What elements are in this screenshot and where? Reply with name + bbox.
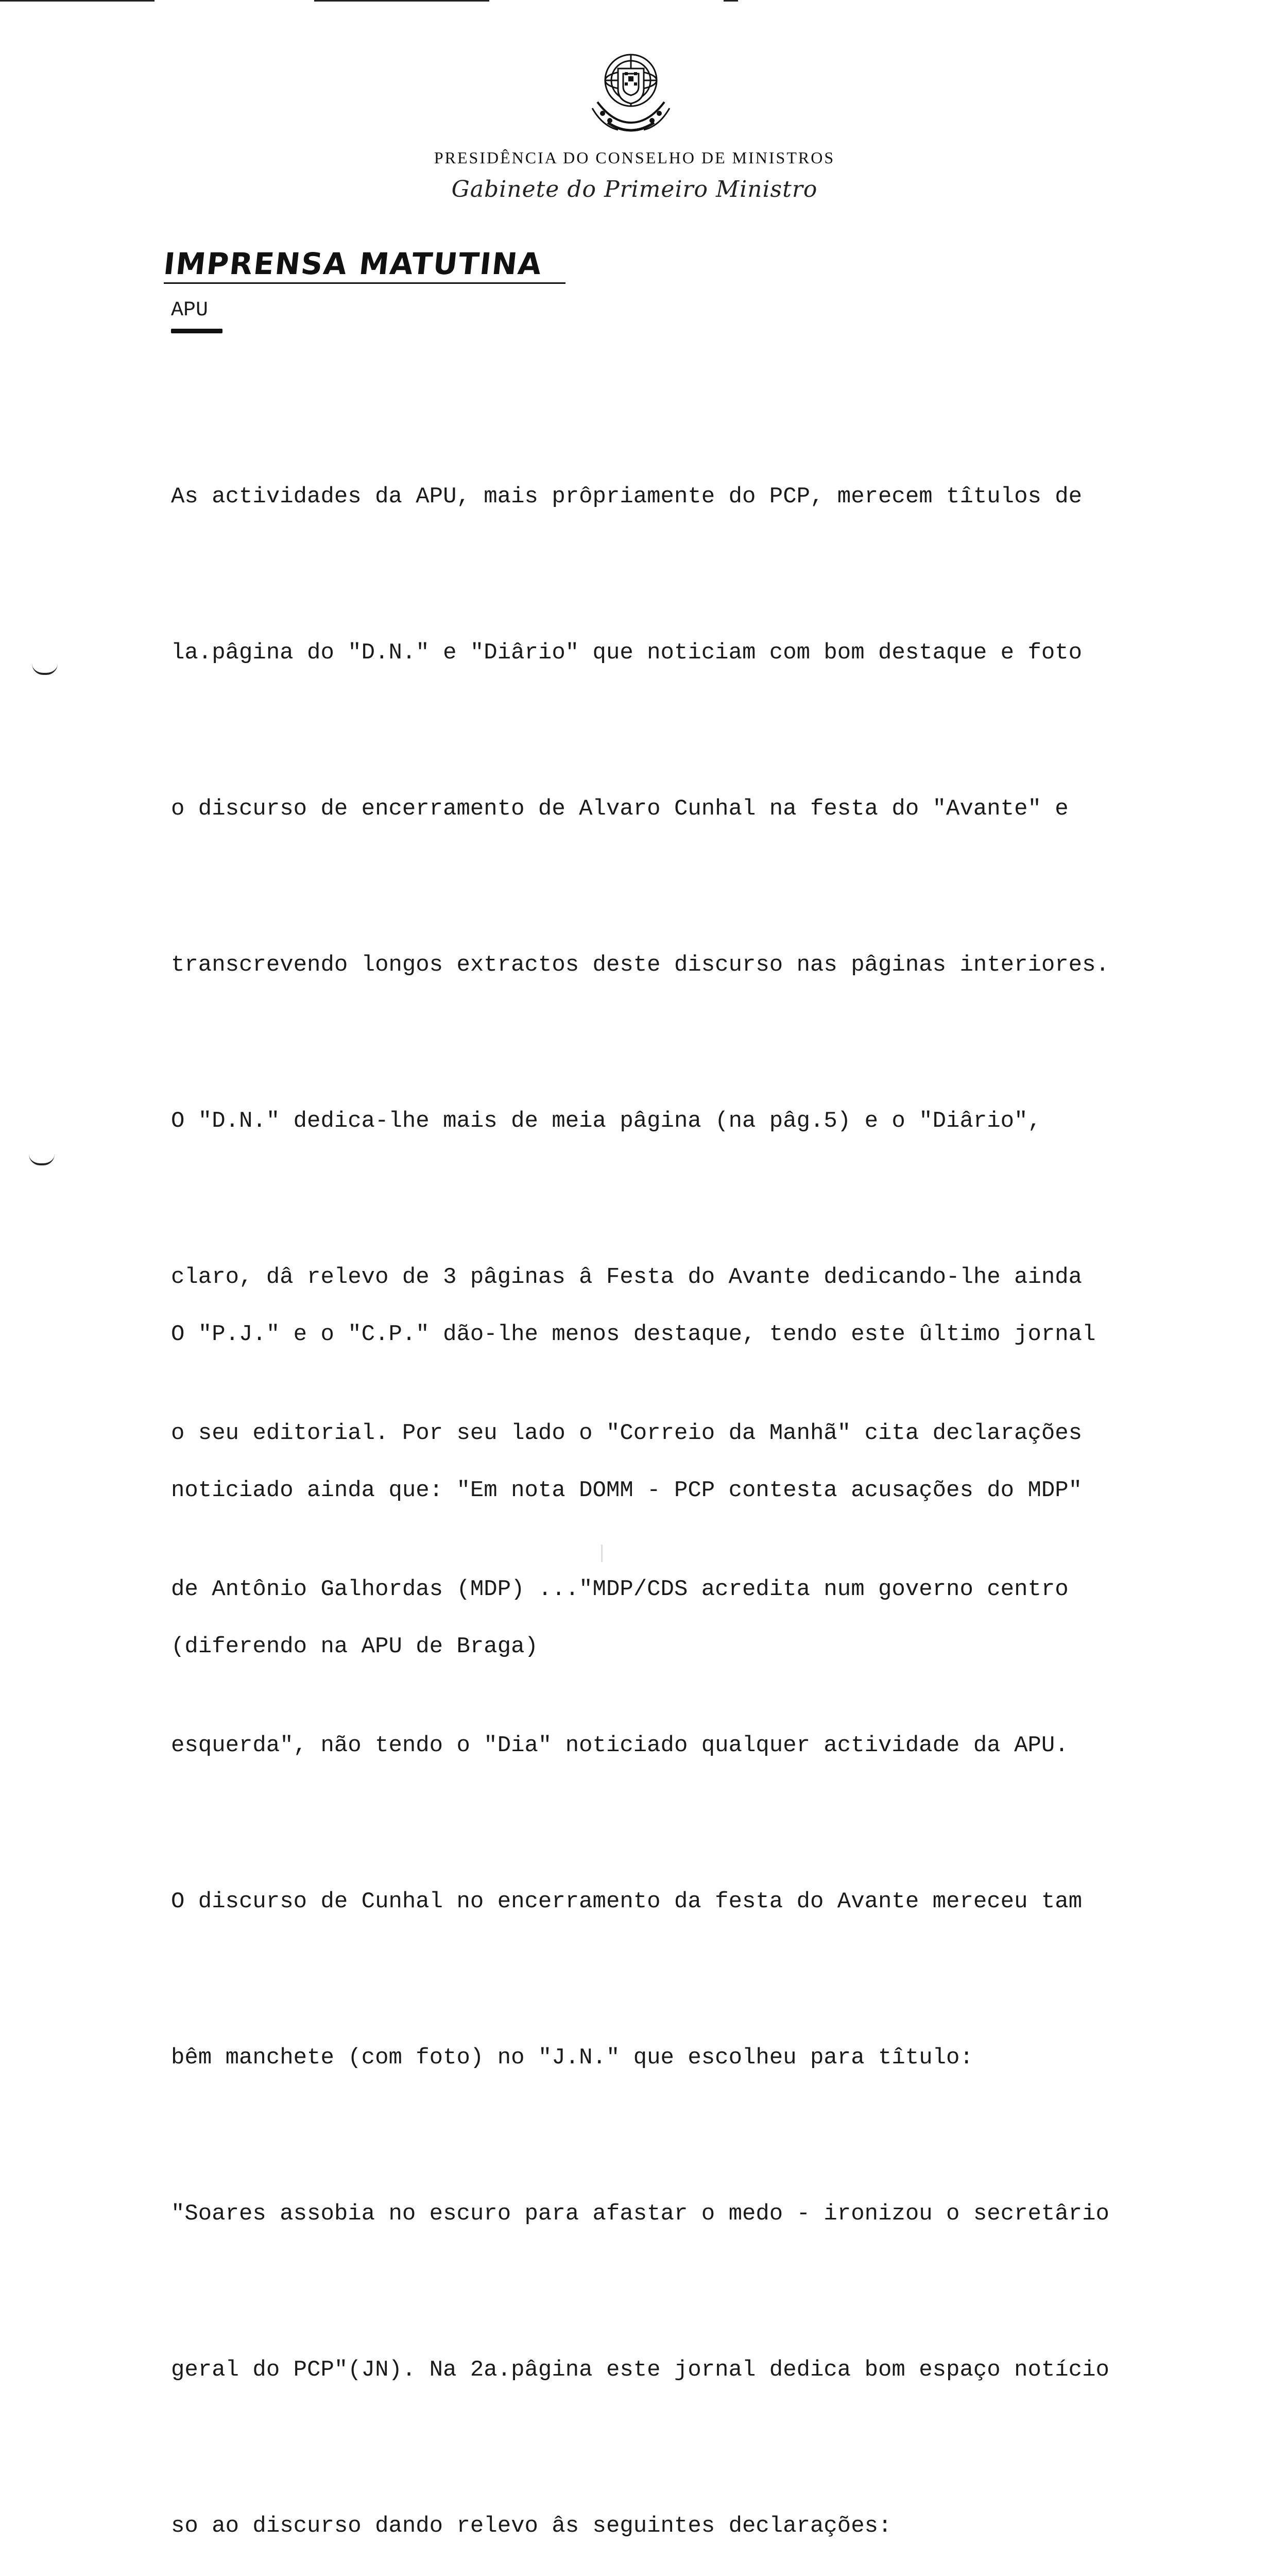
section-title: APU bbox=[171, 299, 209, 322]
text-line: o discurso de encerramento de Alvaro Cunhal na festa do "Avante" e bbox=[171, 796, 1069, 822]
coat-of-arms-icon bbox=[577, 45, 685, 148]
text-line: O "P.J." e o "C.P." dão-lhe menos destaque, tendo este ûltimo jornal bbox=[171, 1321, 1096, 1347]
text-line: esquerda", não tendo o "Dia" noticiado qualquer actividade da APU. bbox=[171, 1733, 1069, 1758]
paragraph-secondary bbox=[171, 1205, 1253, 1725]
institution-header: PRESIDÊNCIA DO CONSELHO DE MINISTROS bbox=[434, 148, 835, 167]
scan-edge-line bbox=[314, 0, 489, 2]
punch-hole-mark bbox=[32, 664, 58, 675]
text-line: (diferendo na APU de Braga) bbox=[171, 1634, 538, 1659]
scan-artifact bbox=[601, 1545, 603, 1562]
text-line: de Antônio Galhordas (MDP) ..."MDP/CDS acredita num governo centro bbox=[171, 1577, 1069, 1602]
text-line: As actividades da APU, mais prôpriamente do PCP, merecem tîtulos de bbox=[171, 484, 1083, 510]
text-line: so ao discurso dando relevo âs seguintes declarações: bbox=[171, 2513, 892, 2539]
text-line: "Soares assobia no escuro para afastar o medo - ironizou o secretârio bbox=[171, 2201, 1109, 2227]
text-line: la.pâgina do "D.N." e "Diârio" que noticiam com bom destaque e foto bbox=[171, 640, 1083, 666]
text-line: o seu editorial. Por seu lado o "Correio da Manhã" cita declarações bbox=[171, 1420, 1083, 1446]
text-line: geral do PCP"(JN). Na 2a.pâgina este jornal dedica bom espaço notício bbox=[171, 2357, 1109, 2383]
text-line: claro, dâ relevo de 3 pâginas â Festa do Avante dedicando-lhe ainda bbox=[171, 1264, 1083, 1290]
handwritten-underline bbox=[164, 282, 565, 284]
text-line: O discurso de Cunhal no encerramento da festa do Avante mereceu tam bbox=[171, 1889, 1083, 1914]
office-subheader: Gabinete do Primeiro Ministro bbox=[451, 176, 818, 202]
scan-edge-line bbox=[0, 0, 155, 2]
text-line: noticiado ainda que: "Em nota DOMM - PCP contesta acusações do MDP" bbox=[171, 1478, 1083, 1503]
punch-hole-mark bbox=[29, 1154, 55, 1165]
handwritten-heading: IMPRENSA MATUTINA bbox=[162, 246, 544, 281]
section-title-underline bbox=[171, 329, 222, 333]
scan-edge-line bbox=[724, 0, 738, 2]
text-line: bêm manchete (com foto) no "J.N." que escolheu para tîtulo: bbox=[171, 2045, 973, 2071]
text-line: O "D.N." dedica-lhe mais de meia pâgina (na pâg.5) e o "Diârio", bbox=[171, 1108, 1041, 1134]
text-line: transcrevendo longos extractos deste discurso nas pâginas interiores. bbox=[171, 952, 1109, 978]
